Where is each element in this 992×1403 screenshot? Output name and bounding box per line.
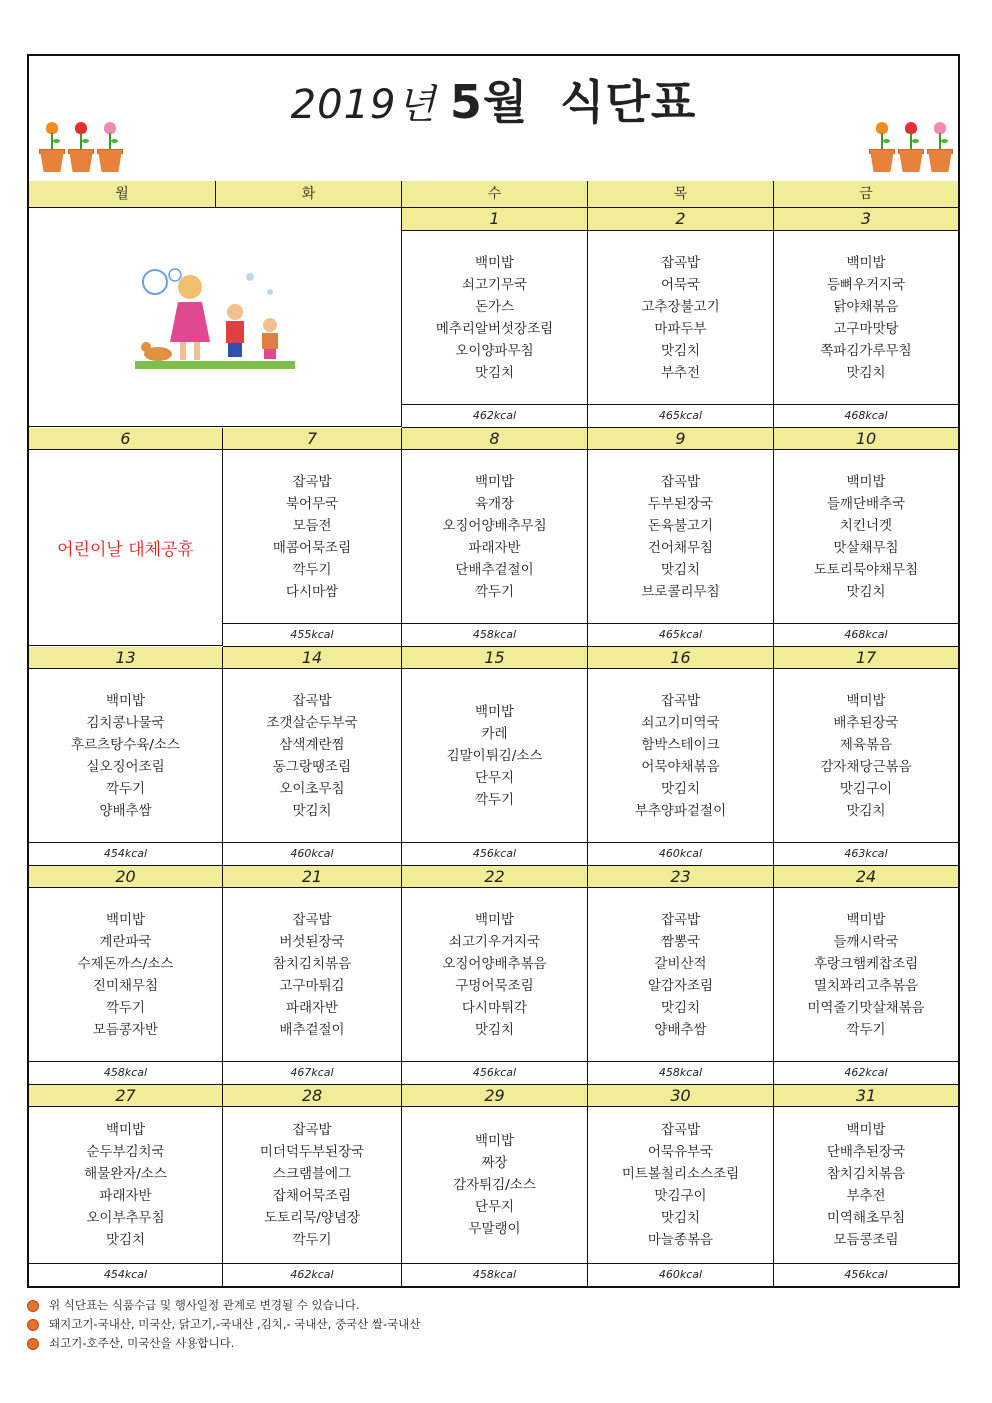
day-number: 3 [774,208,958,231]
menu-list [402,888,587,1062]
menu-item: 치킨너겟 [839,517,893,534]
menu-item: 깍두기 [474,791,515,808]
menu-item: 맛김치 [846,583,886,600]
menu-item: 잡곡밥 [660,473,701,490]
bullet-icon [27,1338,39,1350]
day-number: 8 [402,428,588,450]
menu-item: 파래자반 [99,1188,152,1204]
menu-list [402,669,587,843]
menu-item: 백미밥 [105,911,146,928]
menu-item: 다시마쌈 [285,583,339,600]
day-number: 20 [29,866,223,888]
menu-item: 감자채당근볶음 [820,758,912,775]
kids-illustration [29,208,402,427]
menu-list [588,888,773,1062]
menu-item: 참치김치볶음 [826,1166,906,1182]
menu-list [774,669,958,843]
menu-item: 백미밥 [105,1122,146,1138]
menu-item: 두부된장국 [647,495,714,512]
day-cell [402,450,588,647]
title-year: 2019년 [290,82,437,128]
day-cell [402,208,588,428]
menu-item: 미역줄기맛살채볶음 [807,999,925,1016]
day-cell [774,888,958,1085]
menu-item: 조갯살순두부국 [266,714,358,731]
menu-item: 스크램블에그 [272,1166,352,1182]
title-area [29,56,958,183]
menu-item: 양배추쌈 [654,1021,707,1038]
menu-list [223,450,401,624]
menu-item: 백미밥 [474,703,515,720]
note-text: 돼지고기-국내산, 미국산, 닭고기,-국내산 ,김치,- 국내산, 중국산 쌀-국내산 [49,1317,421,1331]
day-cell [774,669,958,866]
menu-item: 깍두기 [292,1232,332,1248]
day-cell [588,669,774,866]
menu-list [29,888,222,1062]
day-number: 23 [588,866,774,888]
menu-item: 등뼈우거지국 [826,276,906,293]
menu-item: 파래자반 [468,539,521,556]
week-3-dates [29,647,958,669]
menu-item: 백미밥 [474,1133,515,1149]
menu-item: 맛김치 [660,561,701,578]
day-cell [774,208,958,428]
menu-item: 맛김구이 [839,780,893,797]
menu-item: 잡곡밥 [660,1122,701,1138]
menu-item: 맛김치 [660,999,701,1016]
menu-item: 잡곡밥 [292,473,332,490]
kcal-value: 465kcal [658,409,703,422]
menu-item: 건어채무침 [647,539,714,556]
menu-item: 맛김치 [105,1232,146,1248]
menu-item: 동그랑땡조림 [272,758,352,775]
menu-item: 맛살채무침 [833,539,899,556]
day-number: 6 [29,428,223,450]
menu-list [402,231,587,405]
page-title [29,66,958,132]
title-text: 식단표 [560,75,697,129]
kcal-value: 468kcal [844,409,888,422]
menu-item: 버섯된장국 [279,933,345,950]
day-number: 13 [29,647,223,669]
weekday-thu: 목 [588,181,774,208]
day-number: 10 [774,428,958,450]
menu-item: 브로콜리무침 [641,583,720,600]
menu-item: 후랑크햄케찹조림 [813,955,919,972]
menu-item: 맛김구이 [654,1188,707,1204]
menu-item: 맛김치 [660,780,701,797]
tulip-pot-icon [39,122,65,174]
day-cell [588,888,774,1085]
notes [27,1296,421,1353]
day-cell [402,888,588,1085]
menu-item: 마파두부 [654,320,707,337]
menu-item: 카레 [481,725,508,742]
menu-item: 육개장 [474,495,515,512]
menu-calendar-frame [27,54,960,1288]
menu-item: 잡곡밥 [660,911,701,928]
bullet-icon [27,1300,39,1312]
day-cell [29,888,223,1085]
menu-item: 깍두기 [846,1021,886,1038]
kcal-value: 462kcal [844,1066,888,1079]
day-number: 17 [774,647,958,669]
menu-item: 백미밥 [846,692,886,709]
menu-item: 고구마맛탕 [833,320,899,337]
tulip-pot-icon [869,122,895,174]
menu-list [774,1107,958,1264]
menu-list [588,1107,773,1264]
menu-item: 도토리묵야채무침 [813,561,919,578]
menu-item: 쇠고기우거지국 [448,933,541,950]
menu-item: 감자튀김/소스 [453,1177,536,1193]
day-number: 9 [588,428,774,450]
menu-item: 짜장 [481,1155,508,1171]
menu-item: 파래자반 [285,999,339,1016]
note-item [27,1296,421,1315]
kcal-value: 460kcal [658,847,703,860]
menu-list [774,231,958,405]
menu-item: 백미밥 [846,254,886,271]
children-playing-icon [130,257,300,377]
menu-list [29,669,222,843]
day-cell [223,888,402,1085]
menu-item: 부추양파겉절이 [634,802,727,819]
menu-item: 배추된장국 [833,714,899,731]
menu-item: 백미밥 [105,692,146,709]
menu-item: 쇠고기무국 [461,276,528,293]
day-number: 15 [402,647,588,669]
menu-item: 김치콩나물국 [86,714,165,731]
week-1 [29,208,958,428]
menu-list [29,1107,222,1264]
menu-item: 백미밥 [846,1122,886,1138]
menu-item: 다시마튀각 [461,999,528,1016]
weekday-wed: 수 [402,181,588,208]
weekday-mon: 월 [29,181,216,208]
menu-item: 갈비산적 [654,955,707,972]
menu-item: 무말랭이 [468,1221,521,1237]
kcal-value: 456kcal [472,847,517,860]
menu-item: 오이양파무침 [455,342,534,359]
menu-item: 어묵야채볶음 [641,758,720,775]
menu-item: 맛김치 [846,364,886,381]
menu-item: 잡곡밥 [660,692,701,709]
menu-item: 백미밥 [474,911,515,928]
menu-item: 오징어양배추무침 [442,517,547,534]
menu-item: 메추리알버섯장조림 [435,320,554,337]
day-cell [223,450,402,647]
menu-item: 부추전 [660,364,701,381]
day-cell [774,450,958,647]
menu-item: 잡곡밥 [292,692,332,709]
day-number: 30 [588,1085,774,1107]
menu-list [774,888,958,1062]
day-cell [223,669,402,866]
menu-item: 쪽파김가루무침 [820,342,912,359]
menu-item: 맛김치 [846,802,886,819]
flower-pots-right [869,122,953,174]
menu-item: 배추겉절이 [279,1021,345,1038]
menu-item: 맛김치 [660,342,701,359]
week-5-menus [29,1107,958,1286]
menu-item: 실오징어조림 [86,758,165,775]
menu-list [774,450,958,624]
bullet-icon [27,1319,39,1331]
day-number: 21 [223,866,402,888]
menu-list [402,450,587,624]
menu-item: 짬뽕국 [660,933,701,950]
kcal-value: 465kcal [658,628,703,641]
day-cell [402,1107,588,1286]
menu-item: 맛김치 [660,1210,701,1226]
day-cell [588,450,774,647]
menu-item: 함박스테이크 [641,736,720,753]
week-2-menus [29,450,958,647]
menu-item: 백미밥 [846,473,886,490]
menu-list [223,1107,401,1264]
menu-item: 모듬전 [292,517,332,534]
day-cell [588,1107,774,1286]
day-cell [29,669,223,866]
menu-item: 잡곡밥 [660,254,701,271]
tulip-pot-icon [927,122,953,174]
menu-item: 오이부추무침 [86,1210,165,1226]
menu-item: 맛김치 [474,1021,515,1038]
kcal-value: 467kcal [290,1066,334,1079]
day-number: 14 [223,647,402,669]
menu-item: 모듬콩조림 [833,1232,899,1248]
kcal-value: 462kcal [290,1268,334,1281]
week-5-dates [29,1085,958,1107]
kcal-value: 462kcal [472,409,517,422]
note-item [27,1334,421,1353]
menu-item: 오징어양배추볶음 [442,955,547,972]
menu-item: 맛김치 [474,364,515,381]
kcal-value: 458kcal [472,1268,517,1281]
menu-item: 고구마튀김 [279,977,345,994]
title-month: 5월 [449,75,529,129]
note-item [27,1315,421,1334]
menu-item: 북어무국 [285,495,339,512]
menu-item: 백미밥 [846,911,886,928]
menu-item: 고추장불고기 [641,298,720,315]
menu-list [588,231,773,405]
menu-item: 알감자조림 [647,977,714,994]
menu-item: 순두부김치국 [86,1144,165,1160]
menu-list [588,669,773,843]
menu-item: 단배추겉절이 [455,561,534,578]
day-number: 28 [223,1085,402,1107]
kcal-value: 460kcal [658,1268,703,1281]
menu-item: 미더덕두부된장국 [259,1144,365,1160]
tulip-pot-icon [898,122,924,174]
kcal-value: 468kcal [844,628,888,641]
day-number: 31 [774,1085,958,1107]
menu-list [402,1107,587,1264]
menu-item: 단무지 [474,769,515,786]
kcal-value: 463kcal [844,847,888,860]
day-cell [223,1107,402,1286]
day-cell [588,208,774,428]
kcal-value: 456kcal [472,1066,517,1079]
menu-item: 매콤어묵조림 [272,539,352,556]
day-number: 24 [774,866,958,888]
week-3-menus [29,669,958,866]
week-2-dates [29,428,958,450]
weekday-tue: 화 [216,181,402,208]
menu-item: 돈육불고기 [647,517,714,534]
day-number: 7 [223,428,402,450]
menu-item: 후르츠탕수육/소스 [71,736,180,753]
weekday-fri: 금 [774,181,958,208]
menu-item: 잡곡밥 [292,911,332,928]
menu-item: 어묵국 [660,276,701,293]
kcal-value: 460kcal [290,847,334,860]
menu-item: 단배추된장국 [826,1144,906,1160]
menu-item: 참치김치볶음 [272,955,352,972]
week-4-dates [29,866,958,888]
menu-item: 부추전 [846,1188,886,1204]
menu-item: 삼색계란찜 [279,736,345,753]
day-number: 27 [29,1085,223,1107]
menu-item: 깍두기 [292,561,332,578]
menu-item: 도토리묵/양념장 [264,1210,360,1226]
tulip-pot-icon [68,122,94,174]
menu-grid [29,181,958,1286]
menu-item: 들깨단배추국 [826,495,906,512]
menu-item: 진미채무침 [92,977,159,994]
menu-list [223,669,401,843]
day-number: 22 [402,866,588,888]
menu-item: 미트볼칠리소스조림 [621,1166,740,1182]
menu-item: 계란파국 [99,933,152,950]
menu-item: 쇠고기미역국 [641,714,720,731]
day-number: 16 [588,647,774,669]
note-text: 쇠고기-호주산, 미국산을 사용합니다. [49,1336,235,1350]
menu-item: 멸치꽈리고추볶음 [813,977,919,994]
week-4-menus [29,888,958,1085]
menu-item: 닭야채볶음 [833,298,899,315]
flower-pots-left [39,122,123,174]
menu-item: 돈가스 [474,298,515,315]
menu-item: 깍두기 [105,780,146,797]
kcal-value: 456kcal [844,1268,888,1281]
kcal-value: 454kcal [103,1268,148,1281]
day-number: 29 [402,1085,588,1107]
menu-item: 제육볶음 [839,736,893,753]
menu-item: 백미밥 [474,473,515,490]
day-number: 1 [402,208,587,231]
menu-list [588,450,773,624]
menu-item: 미역해초무침 [826,1210,906,1226]
tulip-pot-icon [97,122,123,174]
menu-item: 어묵유부국 [647,1144,714,1160]
menu-item: 구멍어묵조림 [455,977,534,994]
kcal-value: 458kcal [472,628,517,641]
kcal-value: 458kcal [658,1066,703,1079]
kcal-value: 458kcal [103,1066,148,1079]
menu-list [223,888,401,1062]
kcal-value: 454kcal [103,847,148,860]
menu-item: 맛김치 [292,802,332,819]
menu-item: 양배추쌈 [99,802,152,819]
menu-item: 해물완자/소스 [84,1166,167,1182]
day-cell [402,669,588,866]
menu-item: 깍두기 [474,583,515,600]
day-cell [29,1107,223,1286]
day-number: 2 [588,208,773,231]
menu-item: 백미밥 [474,254,515,271]
day-cell [774,1107,958,1286]
menu-item: 마늘종볶음 [647,1232,714,1248]
menu-item: 수제돈까스/소스 [77,955,174,972]
menu-item: 들깨시락국 [833,933,899,950]
kcal-value: 455kcal [290,628,334,641]
holiday-label: 어린이날 대체공휴 [29,450,223,646]
menu-item: 잡채어묵조림 [272,1188,352,1204]
menu-item: 김말이튀김/소스 [446,747,543,764]
menu-item: 잡곡밥 [292,1122,332,1138]
menu-item: 오이초무침 [279,780,345,797]
menu-item: 모듬콩자반 [92,1021,159,1038]
menu-item: 단무지 [474,1199,515,1215]
note-text: 위 식단표는 식품수급 및 행사일정 관계로 변경될 수 있습니다. [49,1298,360,1312]
weekday-header-row [29,181,958,208]
menu-item: 깍두기 [105,999,146,1016]
